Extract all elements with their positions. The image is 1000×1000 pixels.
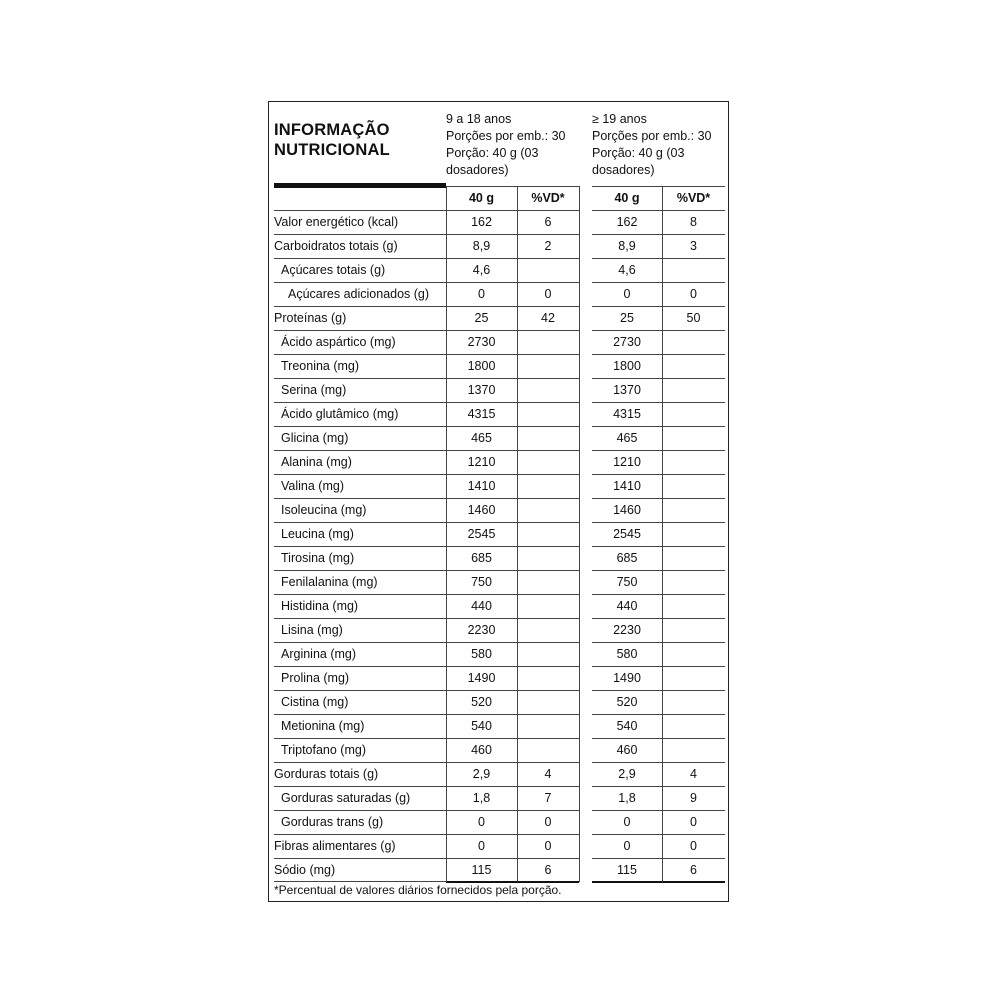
title-line: NUTRICIONAL: [274, 141, 390, 159]
row-rule: [274, 498, 579, 499]
nutrient-value: 3: [690, 239, 697, 253]
nutrient-name: Isoleucina (mg): [281, 503, 367, 517]
nutrient-value: 0: [544, 287, 552, 301]
row-rule: [274, 810, 579, 811]
row-rule: [592, 498, 725, 499]
nutrient-name: Fenilalanina (mg): [281, 575, 378, 589]
column-header: 40 g: [468, 191, 494, 205]
nutrient-name: Valor energético (kcal): [274, 215, 399, 229]
row-rule: [274, 738, 579, 739]
row-rule: [274, 450, 579, 451]
row-rule: [592, 618, 725, 619]
nutrient-value: [662, 354, 725, 378]
column-header: %VD*: [531, 191, 565, 205]
row-rule: [274, 786, 579, 787]
nutrient-value: [662, 450, 725, 474]
nutrient-value: [517, 570, 579, 594]
nutrient-value: 8: [690, 215, 697, 229]
group-line: dosadores): [446, 163, 509, 177]
nutrient-value: 580: [616, 647, 638, 661]
nutrient-name: Carboidratos totais (g): [274, 239, 398, 253]
table-bottom-rule: [592, 881, 725, 883]
nutrient-name: Metionina (mg): [281, 719, 365, 733]
nutrient-value: 2,9: [618, 767, 636, 781]
nutrient-value: 7: [544, 791, 552, 805]
nutrient-value: 1800: [613, 359, 641, 373]
nutrient-value: [517, 402, 579, 426]
nutrient-value: 8,9: [472, 239, 491, 253]
group-line: dosadores): [592, 163, 655, 177]
nutrient-value: [662, 594, 725, 618]
nutrient-value: 0: [623, 287, 631, 301]
column-divider: [446, 186, 447, 882]
nutrient-value: 1370: [467, 383, 496, 397]
nutrient-name: Ácido glutâmico (mg): [281, 407, 399, 421]
header-top-rule: [446, 186, 579, 187]
row-rule: [592, 522, 725, 523]
nutrient-value: [517, 522, 579, 546]
nutrient-value: [517, 354, 579, 378]
nutrient-name: Lisina (mg): [281, 623, 343, 637]
nutrient-value: 0: [544, 839, 552, 853]
nutrient-value: 540: [471, 719, 492, 733]
nutrient-name: Valina (mg): [281, 479, 344, 493]
group-header-9-18: [446, 111, 586, 179]
row-rule: [592, 474, 725, 475]
nutrient-value: 465: [616, 431, 638, 445]
nutrient-value: 4,6: [472, 263, 491, 277]
nutrient-value: [662, 690, 725, 714]
row-rule: [592, 642, 725, 643]
nutrient-value: 2,9: [472, 767, 491, 781]
title-line: INFORMAÇÃO: [274, 121, 390, 139]
row-rule: [274, 690, 579, 691]
nutrient-value: 162: [616, 215, 638, 229]
row-rule: [592, 450, 725, 451]
nutrition-facts-label: [268, 101, 729, 902]
row-rule: [592, 714, 725, 715]
nutrient-value: 115: [617, 863, 637, 877]
nutrient-name: Alanina (mg): [281, 455, 352, 469]
nutrient-value: 0: [478, 839, 485, 853]
nutrient-value: 1800: [467, 359, 496, 373]
nutrient-value: 0: [544, 815, 552, 829]
row-rule: [274, 594, 579, 595]
nutrient-value: [517, 594, 579, 618]
nutrient-value: [662, 474, 725, 498]
nutrient-value: [662, 258, 725, 282]
row-rule: [592, 858, 725, 859]
nutrient-value: 685: [616, 551, 638, 565]
nutrient-value: 0: [690, 839, 697, 853]
nutrient-value: 6: [544, 215, 552, 229]
group-line: Porção: 40 g (03: [592, 146, 685, 160]
nutrient-value: 1410: [613, 479, 641, 493]
nutrient-name: Fibras alimentares (g): [274, 839, 396, 853]
column-divider: [517, 186, 518, 882]
row-rule: [592, 282, 725, 283]
nutrient-value: [662, 402, 725, 426]
nutrient-value: 4315: [467, 407, 496, 421]
nutrient-value: 4,6: [618, 263, 636, 277]
row-rule: [274, 354, 579, 355]
nutrient-value: [517, 618, 579, 642]
nutrient-value: 42: [541, 311, 555, 325]
nutrient-value: [662, 738, 725, 762]
row-rule: [592, 330, 725, 331]
nutrient-name: Tirosina (mg): [281, 551, 355, 565]
nutrient-name: Glicina (mg): [281, 431, 349, 445]
label-title: [274, 120, 390, 160]
nutrient-name: Prolina (mg): [281, 671, 350, 685]
nutrient-value: 440: [471, 599, 492, 613]
nutrient-value: [662, 426, 725, 450]
nutrient-value: 520: [616, 695, 638, 709]
nutrient-value: [662, 498, 725, 522]
nutrient-value: 580: [471, 647, 492, 661]
nutrient-value: [517, 714, 579, 738]
row-rule: [274, 762, 579, 763]
nutrient-value: 2230: [467, 623, 496, 637]
group-line: Porção: 40 g (03: [446, 146, 539, 160]
row-rule: [592, 762, 725, 763]
nutrient-value: [517, 426, 579, 450]
nutrient-name: Triptofano (mg): [281, 743, 366, 757]
row-rule: [274, 306, 579, 307]
nutrient-value: 0: [478, 815, 485, 829]
column-divider: [579, 186, 580, 882]
nutrient-value: [662, 522, 725, 546]
nutrient-value: 2: [544, 239, 552, 253]
nutrient-value: 4315: [613, 407, 641, 421]
nutrient-value: 0: [690, 287, 697, 301]
nutrient-name: Arginina (mg): [281, 647, 357, 661]
group-header-19-plus: [592, 111, 732, 179]
row-rule: [592, 402, 725, 403]
row-rule: [592, 306, 725, 307]
nutrient-value: [517, 498, 579, 522]
nutrient-name: Proteínas (g): [274, 311, 347, 325]
group-line: 9 a 18 anos: [446, 112, 512, 126]
nutrient-value: 460: [471, 743, 492, 757]
nutrient-value: 1,8: [472, 791, 491, 805]
nutrient-value: 50: [686, 311, 701, 325]
nutrient-value: 2545: [467, 527, 496, 541]
row-rule: [592, 594, 725, 595]
nutrient-value: [517, 330, 579, 354]
row-rule: [274, 642, 579, 643]
column-header: 40 g: [614, 191, 640, 205]
nutrient-value: [517, 378, 579, 402]
group-line: Porções por emb.: 30: [446, 129, 566, 143]
nutrient-value: [662, 378, 725, 402]
nutrient-value: [662, 666, 725, 690]
nutrient-value: 460: [616, 743, 638, 757]
nutrient-value: 1490: [613, 671, 641, 685]
row-rule: [592, 738, 725, 739]
row-rule: [274, 234, 579, 235]
row-rule: [592, 666, 725, 667]
nutrient-value: 2230: [613, 623, 641, 637]
nutrient-value: 9: [690, 791, 697, 805]
row-rule: [274, 666, 579, 667]
group-line: Porções por emb.: 30: [592, 129, 712, 143]
row-rule: [274, 858, 579, 859]
footnote: *Percentual de valores diários fornecidos pela porção.: [274, 883, 562, 897]
nutrient-value: 1490: [467, 671, 496, 685]
nutrient-value: [662, 570, 725, 594]
row-rule: [274, 474, 579, 475]
row-rule: [592, 810, 725, 811]
nutrient-name: Gorduras trans (g): [281, 815, 384, 829]
nutrient-name: Gorduras totais (g): [274, 767, 379, 781]
nutrient-value: 4: [544, 767, 552, 781]
nutrient-value: 540: [616, 719, 638, 733]
nutrient-value: [517, 666, 579, 690]
nutrient-name: Gorduras saturadas (g): [281, 791, 411, 805]
nutrient-value: 1370: [613, 383, 641, 397]
nutrient-value: 0: [623, 815, 631, 829]
nutrient-value: [662, 546, 725, 570]
nutrient-name: Serina (mg): [281, 383, 347, 397]
header-bottom-rule: [592, 210, 725, 211]
nutrient-name: Açúcares adicionados (g): [288, 287, 430, 301]
nutrient-value: [662, 714, 725, 738]
nutrient-value: 750: [471, 575, 492, 589]
nutrient-value: 0: [478, 287, 485, 301]
nutrient-name: Açúcares totais (g): [281, 263, 386, 277]
nutrient-value: 115: [471, 863, 492, 877]
nutrient-value: 2730: [467, 335, 496, 349]
nutrient-value: [517, 690, 579, 714]
nutrient-value: 1460: [613, 503, 641, 517]
nutrient-value: 750: [616, 575, 638, 589]
row-rule: [274, 714, 579, 715]
column-divider: [662, 186, 663, 882]
row-rule: [274, 378, 579, 379]
nutrient-value: 162: [471, 215, 492, 229]
row-rule: [592, 426, 725, 427]
row-rule: [274, 522, 579, 523]
row-rule: [592, 354, 725, 355]
row-rule: [592, 234, 725, 235]
row-rule: [274, 402, 579, 403]
nutrient-value: [517, 642, 579, 666]
nutrient-name: Leucina (mg): [281, 527, 354, 541]
nutrient-value: 1,8: [618, 791, 636, 805]
nutrient-value: [517, 258, 579, 282]
row-rule: [274, 282, 579, 283]
nutrient-value: 8,9: [618, 239, 636, 253]
row-rule: [274, 330, 579, 331]
group-line: ≥ 19 anos: [592, 112, 647, 126]
row-rule: [592, 258, 725, 259]
nutrient-value: [517, 474, 579, 498]
column-header: %VD*: [676, 191, 711, 205]
nutrient-name: Treonina (mg): [281, 359, 360, 373]
nutrient-value: 1210: [467, 455, 496, 469]
nutrient-value: 6: [544, 863, 552, 877]
nutrient-value: 6: [690, 863, 697, 877]
nutrient-value: 2545: [613, 527, 641, 541]
nutrient-value: 520: [471, 695, 492, 709]
nutrient-value: 25: [620, 311, 634, 325]
nutrient-name: Sódio (mg): [274, 863, 336, 877]
row-rule: [592, 690, 725, 691]
nutrient-value: [517, 738, 579, 762]
nutrient-value: [662, 642, 725, 666]
row-rule: [274, 546, 579, 547]
row-rule: [592, 546, 725, 547]
nutrient-value: 4: [690, 767, 697, 781]
nutrient-value: 1410: [467, 479, 496, 493]
nutrient-value: 0: [690, 815, 697, 829]
nutrient-value: 440: [616, 599, 638, 613]
nutrient-name: Histidina (mg): [281, 599, 359, 613]
row-rule: [592, 570, 725, 571]
row-rule: [592, 834, 725, 835]
row-rule: [274, 258, 579, 259]
header-top-rule: [592, 186, 725, 187]
nutrient-value: 685: [471, 551, 492, 565]
nutrient-name: Ácido aspártico (mg): [281, 335, 396, 349]
nutrient-value: 0: [623, 839, 631, 853]
nutrient-value: 1460: [467, 503, 496, 517]
nutrient-value: [517, 450, 579, 474]
row-rule: [592, 378, 725, 379]
nutrient-value: [662, 330, 725, 354]
row-rule: [274, 834, 579, 835]
row-rule: [592, 786, 725, 787]
nutrient-value: 2730: [613, 335, 641, 349]
header-bottom-rule: [274, 210, 579, 211]
nutrient-value: [662, 618, 725, 642]
row-rule: [274, 426, 579, 427]
row-rule: [274, 618, 579, 619]
nutrient-value: 465: [471, 431, 492, 445]
nutrient-value: 25: [474, 311, 489, 325]
row-rule: [274, 570, 579, 571]
nutrient-name: Cistina (mg): [281, 695, 349, 709]
nutrient-value: 1210: [613, 455, 641, 469]
nutrient-value: [517, 546, 579, 570]
title-divider-bar: [274, 183, 446, 188]
